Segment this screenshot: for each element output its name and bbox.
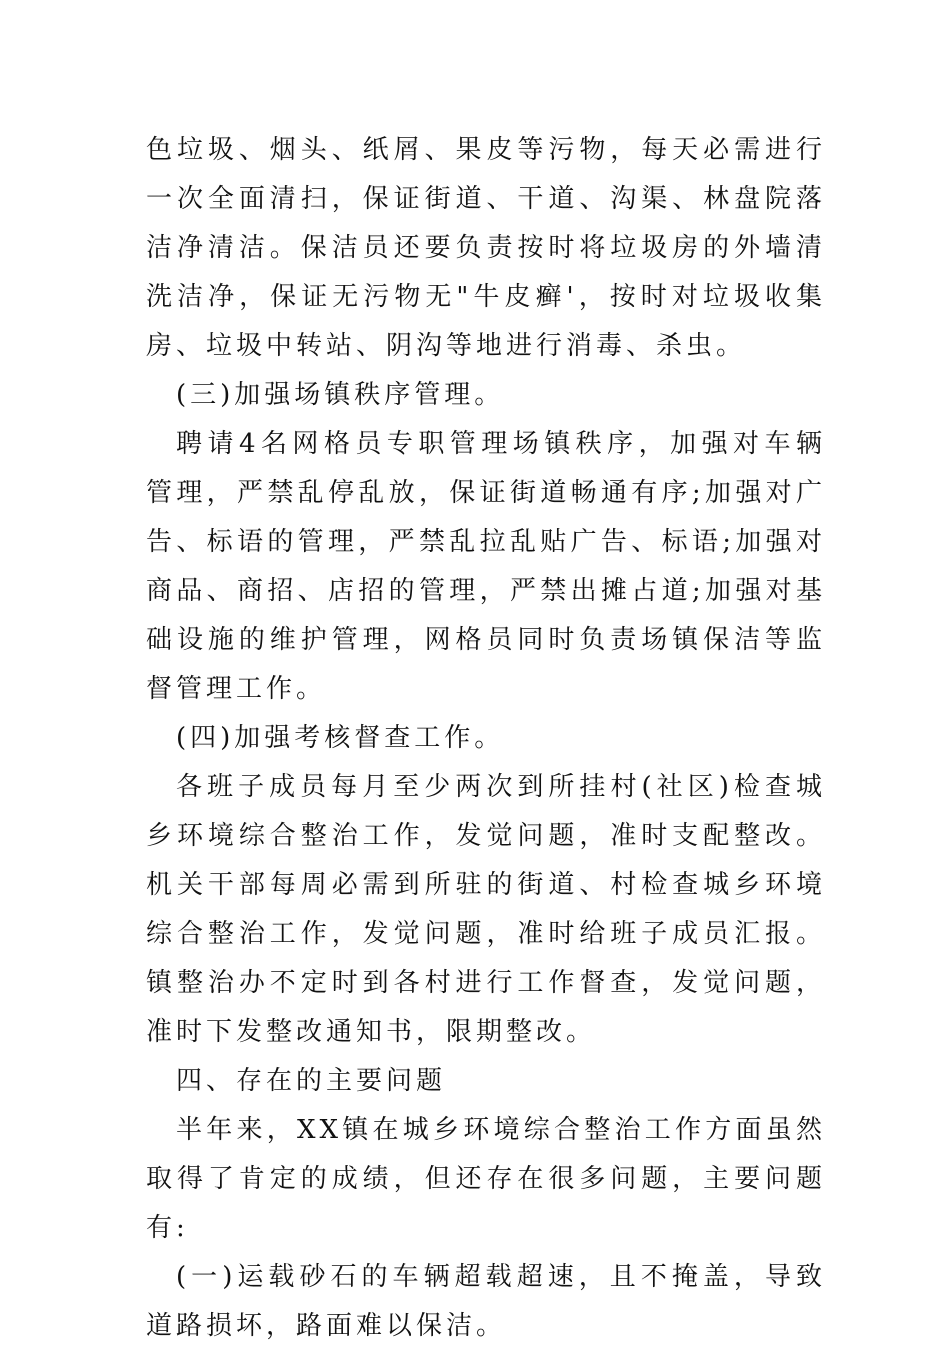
paragraph-problem-one: (一)运载砂石的车辆超载超速，且不掩盖，导致道路损坏，路面难以保洁。	[146, 1262, 826, 1341]
heading-town-order-management: (三)加强场镇秩序管理。	[176, 380, 505, 410]
heading-inspection-work: (四)加强考核督查工作。	[176, 723, 505, 753]
paragraph-grid-officers: 聘请4名网格员专职管理场镇秩序，加强对车辆管理，严禁乱停乱放，保证街道畅通有序;加强对广告、标语的管理，严禁乱拉乱贴广告、标语;加强对商品、商招、店招的管理，严禁出摊占道;加强对基础设施的维护管理，网格员同时负责场镇保洁等监督管理工作。	[146, 429, 826, 704]
paragraph-inspection-details: 各班子成员每月至少两次到所挂村(社区)检查城乡环境综合整治工作，发觉问题，准时支配整改。机关干部每周必需到所驻的街道、村检查城乡环境综合整治工作，发觉问题，准时给班子成员汇报。镇整治办不定时到各村进行工作督查，发觉问题，准时下发整改通知书，限期整改。	[146, 772, 826, 1047]
heading-main-problems: 四、存在的主要问题	[176, 1066, 447, 1096]
paragraph-problems-intro: 半年来，XX镇在城乡环境综合整治工作方面虽然取得了肯定的成绩，但还存在很多问题，主要问题有:	[146, 1115, 826, 1243]
paragraph-sanitation-duties: 色垃圾、烟头、纸屑、果皮等污物，每天必需进行一次全面清扫，保证街道、干道、沟渠、林盘院落洁净清洁。保洁员还要负责按时将垃圾房的外墙清洗洁净，保证无污物无"牛皮癣'，按时对垃圾收集房、垃圾中转站、阴沟等地进行消毒、杀虫。	[146, 135, 826, 361]
document-body	[146, 126, 826, 1351]
